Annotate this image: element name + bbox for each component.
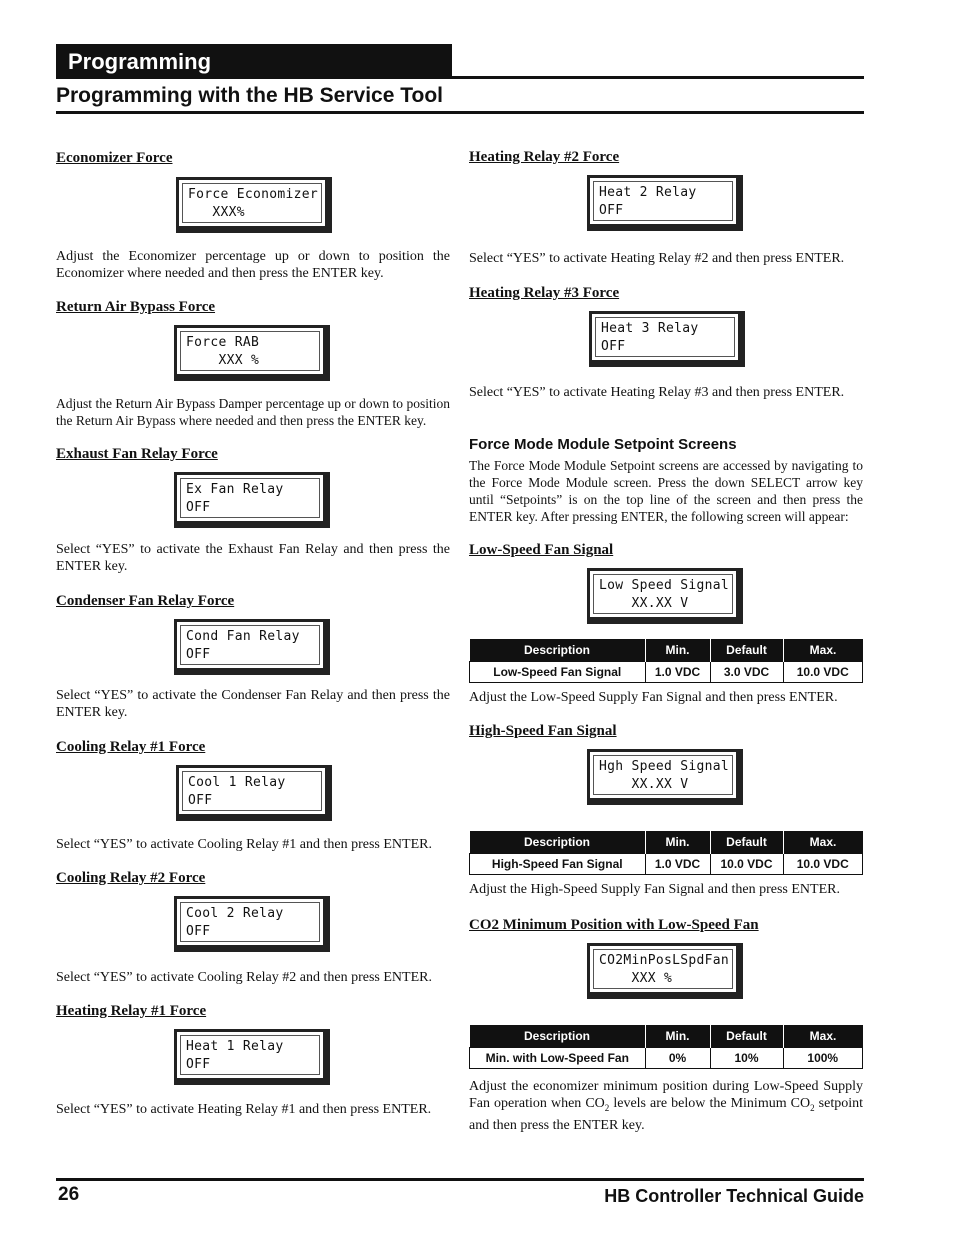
lcd-line-1: Force RAB <box>186 335 260 350</box>
lcd-line-1: Force Economizer <box>188 187 319 202</box>
header-rule <box>56 76 864 79</box>
cell-min: 1.0 VDC <box>645 854 710 875</box>
cell-default: 3.0 VDC <box>710 662 783 683</box>
lcd-line-2: OFF <box>601 339 626 354</box>
heat1-force-title: Heating Relay #1 Force <box>56 1003 207 1019</box>
high-speed-lcd <box>587 749 743 805</box>
high-speed-title: High-Speed Fan Signal <box>469 723 617 739</box>
col-min: Min. <box>645 1025 710 1048</box>
cell-description: High-Speed Fan Signal <box>470 854 646 875</box>
exhaust-text: Select “YES” to activate the Exhaust Fan Relay and then press the ENTER key. <box>56 542 450 574</box>
lcd-line-2: OFF <box>186 924 211 939</box>
lcd-line-1: Low Speed Signal <box>599 578 730 593</box>
section-banner: Programming <box>56 44 452 78</box>
col-description: Description <box>470 1025 646 1048</box>
cool1-force-title: Cooling Relay #1 Force <box>56 739 206 755</box>
cell-max: 100% <box>783 1048 863 1069</box>
lcd-line-1: Cond Fan Relay <box>186 629 300 644</box>
lcd-line-2: OFF <box>186 647 211 662</box>
co2-text-a: Adjust the economizer minimum position during Low-Speed Supply Fan operation when CO <box>469 1079 863 1111</box>
rab-lcd <box>174 325 330 381</box>
co2-subscript: 2 <box>604 1102 610 1113</box>
low-speed-title: Low-Speed Fan Signal <box>469 542 614 558</box>
title-rule <box>56 111 864 114</box>
page-number: 26 <box>58 1184 80 1205</box>
cell-min: 0% <box>645 1048 710 1069</box>
rab-force-title: Return Air Bypass Force <box>56 299 216 315</box>
col-max: Max. <box>783 639 863 662</box>
lcd-line-2: OFF <box>188 793 213 808</box>
lcd-line-2: XXX % <box>186 353 260 368</box>
co2-text-b: levels are below the Minimum CO <box>609 1096 811 1111</box>
co2-table <box>469 1025 863 1069</box>
low-speed-table <box>469 639 863 683</box>
lcd-line-1: Cool 2 Relay <box>186 906 284 921</box>
cool1-text: Select “YES” to activate Cooling Relay #1 and then press ENTER. <box>56 837 432 852</box>
cell-description: Low-Speed Fan Signal <box>470 662 646 683</box>
cool2-text: Select “YES” to activate Cooling Relay #2 and then press ENTER. <box>56 970 432 985</box>
guide-title: HB Controller Technical Guide <box>604 1186 864 1206</box>
footer-rule <box>56 1178 864 1181</box>
table-row <box>470 1048 863 1069</box>
heat2-text: Select “YES” to activate Heating Relay #2 and then press ENTER. <box>469 251 845 266</box>
cell-max: 10.0 VDC <box>783 662 863 683</box>
heat3-text: Select “YES” to activate Heating Relay #3 and then press ENTER. <box>469 385 845 400</box>
lcd-line-1: Heat 2 Relay <box>599 185 697 200</box>
exhaust-force-title: Exhaust Fan Relay Force <box>56 446 218 462</box>
rab-text: Adjust the Return Air Bypass Damper percentage up or down to position the Return Air Bypass where needed and then press the ENTER key. <box>56 396 450 428</box>
co2-title: CO2 Minimum Position with Low-Speed Fan <box>469 917 759 933</box>
cell-min: 1.0 VDC <box>645 662 710 683</box>
high-speed-table <box>469 831 863 875</box>
lcd-line-2: OFF <box>186 1057 211 1072</box>
high-speed-text: Adjust the High-Speed Supply Fan Signal and then press ENTER. <box>469 882 840 897</box>
condenser-force-title: Condenser Fan Relay Force <box>56 593 235 609</box>
heat1-lcd <box>174 1029 330 1085</box>
heat3-force-title: Heating Relay #3 Force <box>469 285 620 301</box>
lcd-line-2: XX.XX V <box>599 596 689 611</box>
heat3-lcd <box>589 311 745 367</box>
low-speed-text: Adjust the Low-Speed Supply Fan Signal and then press ENTER. <box>469 690 838 705</box>
lcd-line-1: CO2MinPosLSpdFan <box>599 953 730 968</box>
col-min: Min. <box>645 639 710 662</box>
page-title: Programming with the HB Service Tool <box>56 84 444 107</box>
heat2-force-title: Heating Relay #2 Force <box>469 149 620 165</box>
col-default: Default <box>710 1025 783 1048</box>
lcd-line-1: Ex Fan Relay <box>186 482 284 497</box>
setpoint-heading: Force Mode Module Setpoint Screens <box>469 436 737 453</box>
cool2-force-title: Cooling Relay #2 Force <box>56 870 206 886</box>
col-max: Max. <box>783 1025 863 1048</box>
setpoint-text: The Force Mode Module Setpoint screens are accessed by navigating to the Force Mode Module screen. Press the down SELECT arrow key until “Setpoints” is on the top line of the screen and then press the ENTER key. After pressing ENTER, the following screen will appear: <box>469 458 863 524</box>
condenser-text: Select “YES” to activate the Condenser Fan Relay and then press the ENTER key. <box>56 688 450 720</box>
col-default: Default <box>710 639 783 662</box>
cool1-lcd <box>176 765 332 821</box>
table-header-row <box>470 831 863 854</box>
exhaust-lcd <box>174 472 330 528</box>
lcd-line-2: XXX % <box>599 971 673 986</box>
table-row <box>470 854 863 875</box>
cell-description: Min. with Low-Speed Fan <box>470 1048 646 1069</box>
cell-max: 10.0 VDC <box>783 854 863 875</box>
condenser-lcd <box>174 619 330 675</box>
table-header-row <box>470 1025 863 1048</box>
heat2-lcd <box>587 175 743 231</box>
col-min: Min. <box>645 831 710 854</box>
col-description: Description <box>470 831 646 854</box>
lcd-line-2: OFF <box>186 500 211 515</box>
col-max: Max. <box>783 831 863 854</box>
lcd-line-1: Heat 1 Relay <box>186 1039 284 1054</box>
lcd-line-2: XX.XX V <box>599 777 689 792</box>
economizer-force-title: Economizer Force <box>56 150 173 166</box>
heat1-text: Select “YES” to activate Heating Relay #1 and then press ENTER. <box>56 1102 432 1117</box>
lcd-line-1: Hgh Speed Signal <box>599 759 730 774</box>
lcd-line-1: Heat 3 Relay <box>601 321 699 336</box>
col-description: Description <box>470 639 646 662</box>
co2-text <box>469 1078 863 1134</box>
low-speed-lcd <box>587 568 743 624</box>
economizer-text: Adjust the Economizer percentage up or down to position the Economizer where needed and then press the ENTER key. <box>56 249 450 281</box>
cool2-lcd <box>174 896 330 952</box>
table-row <box>470 662 863 683</box>
co2-subscript: 2 <box>810 1102 815 1113</box>
cell-default: 10.0 VDC <box>710 854 783 875</box>
cell-default: 10% <box>710 1048 783 1069</box>
lcd-line-2: OFF <box>599 203 624 218</box>
col-default: Default <box>710 831 783 854</box>
economizer-lcd <box>176 177 332 233</box>
co2-lcd <box>587 943 743 999</box>
lcd-line-1: Cool 1 Relay <box>188 775 286 790</box>
lcd-line-2: XXX% <box>188 205 245 220</box>
table-header-row <box>470 639 863 662</box>
co2-text-c: setpoint and then press the ENTER key. <box>469 1096 863 1133</box>
